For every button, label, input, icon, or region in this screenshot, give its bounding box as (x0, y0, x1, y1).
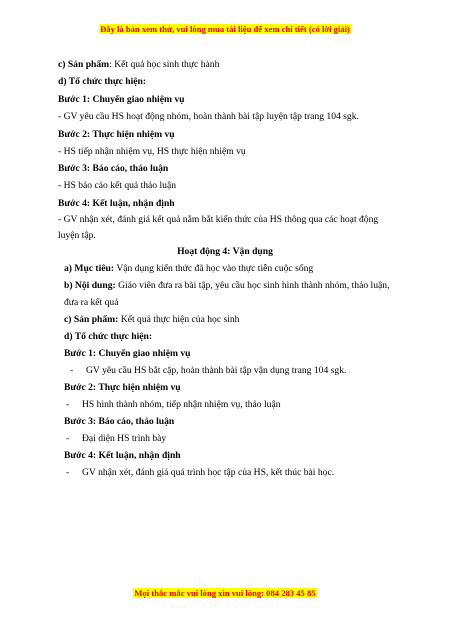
step2-text-2: HS hình thành nhóm, tiếp nhận nhiệm vụ, thảo luận (82, 399, 281, 410)
step3-title: Bước 3: Báo cáo, thảo luận (58, 163, 169, 174)
san-pham-text: : Kết quả học sinh thực hành (109, 59, 220, 70)
bullet-dash: - (66, 433, 70, 444)
muc-tieu-text: Vận dụng kiến thức đã học vào thực tiễn cuộc sống (114, 263, 314, 274)
step3-text: - HS báo cáo kết quả thảo luận (58, 180, 177, 191)
step4-title-2: Bước 4: Kết luận, nhận định (64, 450, 181, 461)
activity-heading: Hoạt động 4: Vận dụng (177, 246, 273, 257)
noi-dung-label: b) Nội dung: (64, 280, 116, 291)
step3-text-2: Đại diện HS trình bày (82, 433, 167, 444)
step1-title-2: Bước 1: Chuyển giao nhiệm vụ (64, 348, 191, 359)
step2-title: Bước 2: Thực hiện nhiệm vụ (58, 129, 175, 140)
step4-text-2: GV nhận xét, đánh giá quá trình học tập của HS, kết thúc bài học. (82, 467, 335, 478)
step4-item-2 (66, 467, 334, 479)
noi-dung-text: Giáo viên đưa ra bài tập, yêu cầu học sinh hình thành nhóm, thảo luận, (115, 280, 390, 291)
san-pham-label-2: c) Sản phẩm: (64, 314, 119, 325)
to-chuc-heading: d) Tổ chức thực hiện: (58, 76, 147, 87)
step4-title: Bước 4: Kết luận, nhận định (58, 198, 175, 209)
step2-title-2: Bước 2: Thực hiện nhiệm vụ (64, 382, 181, 393)
muc-tieu-label: a) Mục tiêu: (64, 263, 115, 274)
bullet-dash: - (70, 365, 74, 376)
step3-title-2: Bước 3: Báo cáo, thảo luận (64, 416, 175, 427)
bullet-dash: - (66, 467, 70, 478)
header-notice (0, 24, 450, 34)
step1-text: - GV yêu cầu HS hoạt động nhóm, hoàn thành bài tập luyện tập trang 104 sgk. (58, 111, 359, 122)
san-pham-line (58, 59, 219, 71)
muc-tieu-line (64, 263, 313, 275)
to-chuc-heading-2: d) Tổ chức thực hiện: (64, 331, 153, 342)
step4-text-line1: - GV nhận xét, đánh giá kết quả nắm bắt kiến thức của HS thông qua các hoạt động (58, 214, 379, 225)
footer-notice-text: Mọi thắc mắc vui lòng xin vui lòng: 084 283 45 85 (134, 588, 316, 598)
noi-dung-line (64, 280, 389, 292)
san-pham-text-2: Kết quả thực hiện của học sinh (118, 314, 240, 325)
san-pham-label: c) Sản phẩm (58, 59, 110, 70)
step2-item-2 (66, 399, 281, 411)
step4-text-line2: luyện tập. (58, 230, 96, 241)
step1-text-2: GV yêu cầu HS bắt cặp, hoàn thành bài tập vận dụng trang 104 sgk. (86, 365, 347, 376)
footer-notice (0, 588, 450, 598)
bullet-dash: - (66, 399, 70, 410)
header-notice-text: Đây là bản xem thử, vui lòng mua tài liệu để xem chi tiết (có lời giải) (100, 24, 350, 34)
noi-dung-line2: đưa ra kết quả (64, 297, 119, 308)
step1-title: Bước 1: Chuyển giao nhiệm vụ (58, 94, 185, 105)
step3-item-2 (66, 433, 166, 445)
step2-text: - HS tiếp nhận nhiệm vụ, HS thực hiện nhiệm vụ (58, 146, 246, 157)
step1-item-2 (70, 365, 346, 377)
san-pham-line-2 (64, 314, 239, 326)
